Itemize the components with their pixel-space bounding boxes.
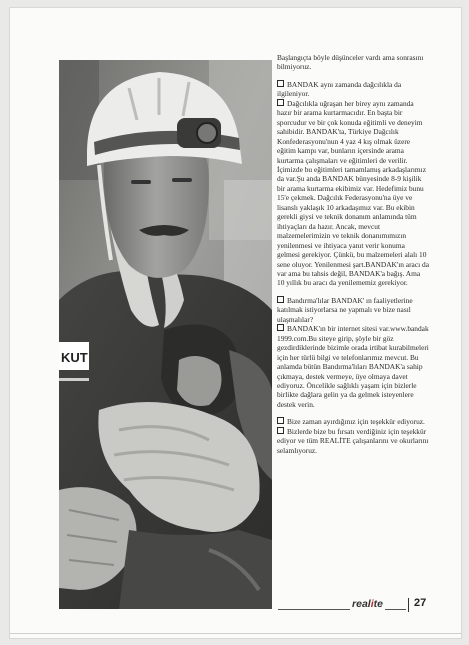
magazine-page [10, 8, 461, 638]
square-bullet-icon [277, 324, 284, 331]
square-bullet-icon [277, 80, 284, 87]
page-number: 27 [414, 597, 427, 609]
answer-2: BANDAK'ın bir internet sitesi var.www.bandak 1999.com.Bu siteye girip, şöyle bir göz gezdirdiklerinde bizimle orada irtibat kurabilmeleri için her türlü bilgi ve telefonlarımız mevcut. Bu anlamda bütün Bandırma'lıları BANDAK'a sahip çıkmaya, destek vermeye, üye olmaya davet ediyoruz. Öncelikle sağlıklı yaşam için bizlerle birlikte dağlara gelin ya da gelmek isteyenlere destek verin. [277, 324, 429, 409]
question-3: Bize zaman ayırdığınız için teşekkür ediyoruz. [277, 417, 429, 426]
answer-1: Dağcılıkla uğraşan her birey aynı zamanda hazır bir arama kurtarmacıdır. En başta bir sporcudur ve bir çok konuda eğitimli ve deneyim sahibidir. BANDAK'ta, Türkiye Dağcılık Konfederasyonu'nun 4 yaz 4 kış olmak üzere eğitim kampı var, bunların içersinde arama kurtarma çalışmaları ve eğitimleri de verilir. İçimizde bu eğitimleri tamamlamış arkadaşlarımız da var.Şu anda BANDAK bünyesinde 8-9 kişilik bir arama kurtarma ekibimiz var. Hedefimiz bunu 15'e çekmek. Dağcılık Federasyonu'na üye ve lisanslı yaklaşık 10 arkadaşımız var. Bu ekibin gerekli giysi ve teknik donanım anlamında tüm ihtiyaçları da hazır. Ancak, mevcut malzemelerimizin ve teknik donanımımızın yenilenmesi ve ihtiyaca yanıt verir konuma gelmesi gerekiyor. Çünkü, bu malzemeleri alalı 10 sene oluyor. Yenilenmesi şart.BANDAK'ın aracı da var ama bu tahsis değil, BANDAK'a bağış. Ama 10 yıllık bu aracı da yenilememiz gerekiyor. [277, 98, 429, 288]
footer-divider [408, 598, 409, 612]
answer-3: Bizlerde bize bu fırsatı verdiğiniz için teşekkür ediyor ve tüm REALİTE çalışanlarını ve okurlarını selamlıyoruz. [277, 426, 429, 455]
rescuer-photo [59, 60, 272, 609]
page-edge-rule [10, 633, 461, 634]
question-1: BANDAK aynı zamanda dağcılıkla da ilgileniyor. [277, 79, 402, 99]
interview-text-column [277, 53, 429, 455]
magazine-logo: realite [352, 598, 383, 610]
square-bullet-icon [277, 417, 284, 424]
question-2: Bandırma'lılar BANDAK' ın faaliyetlerine katılmak istiyorlarsa ne yapmalı ve bize nasıl ulaşmalılar? [277, 295, 413, 324]
vest-patch-text: KUT [61, 350, 88, 365]
square-bullet-icon [277, 427, 284, 434]
footer-rule [278, 609, 406, 610]
square-bullet-icon [277, 296, 284, 303]
square-bullet-icon [277, 99, 284, 106]
paragraph-intro: Başlangıçta böyle düşünceler vardı ama sonrasını bilmiyoruz. [277, 53, 424, 72]
page-footer [278, 598, 436, 614]
